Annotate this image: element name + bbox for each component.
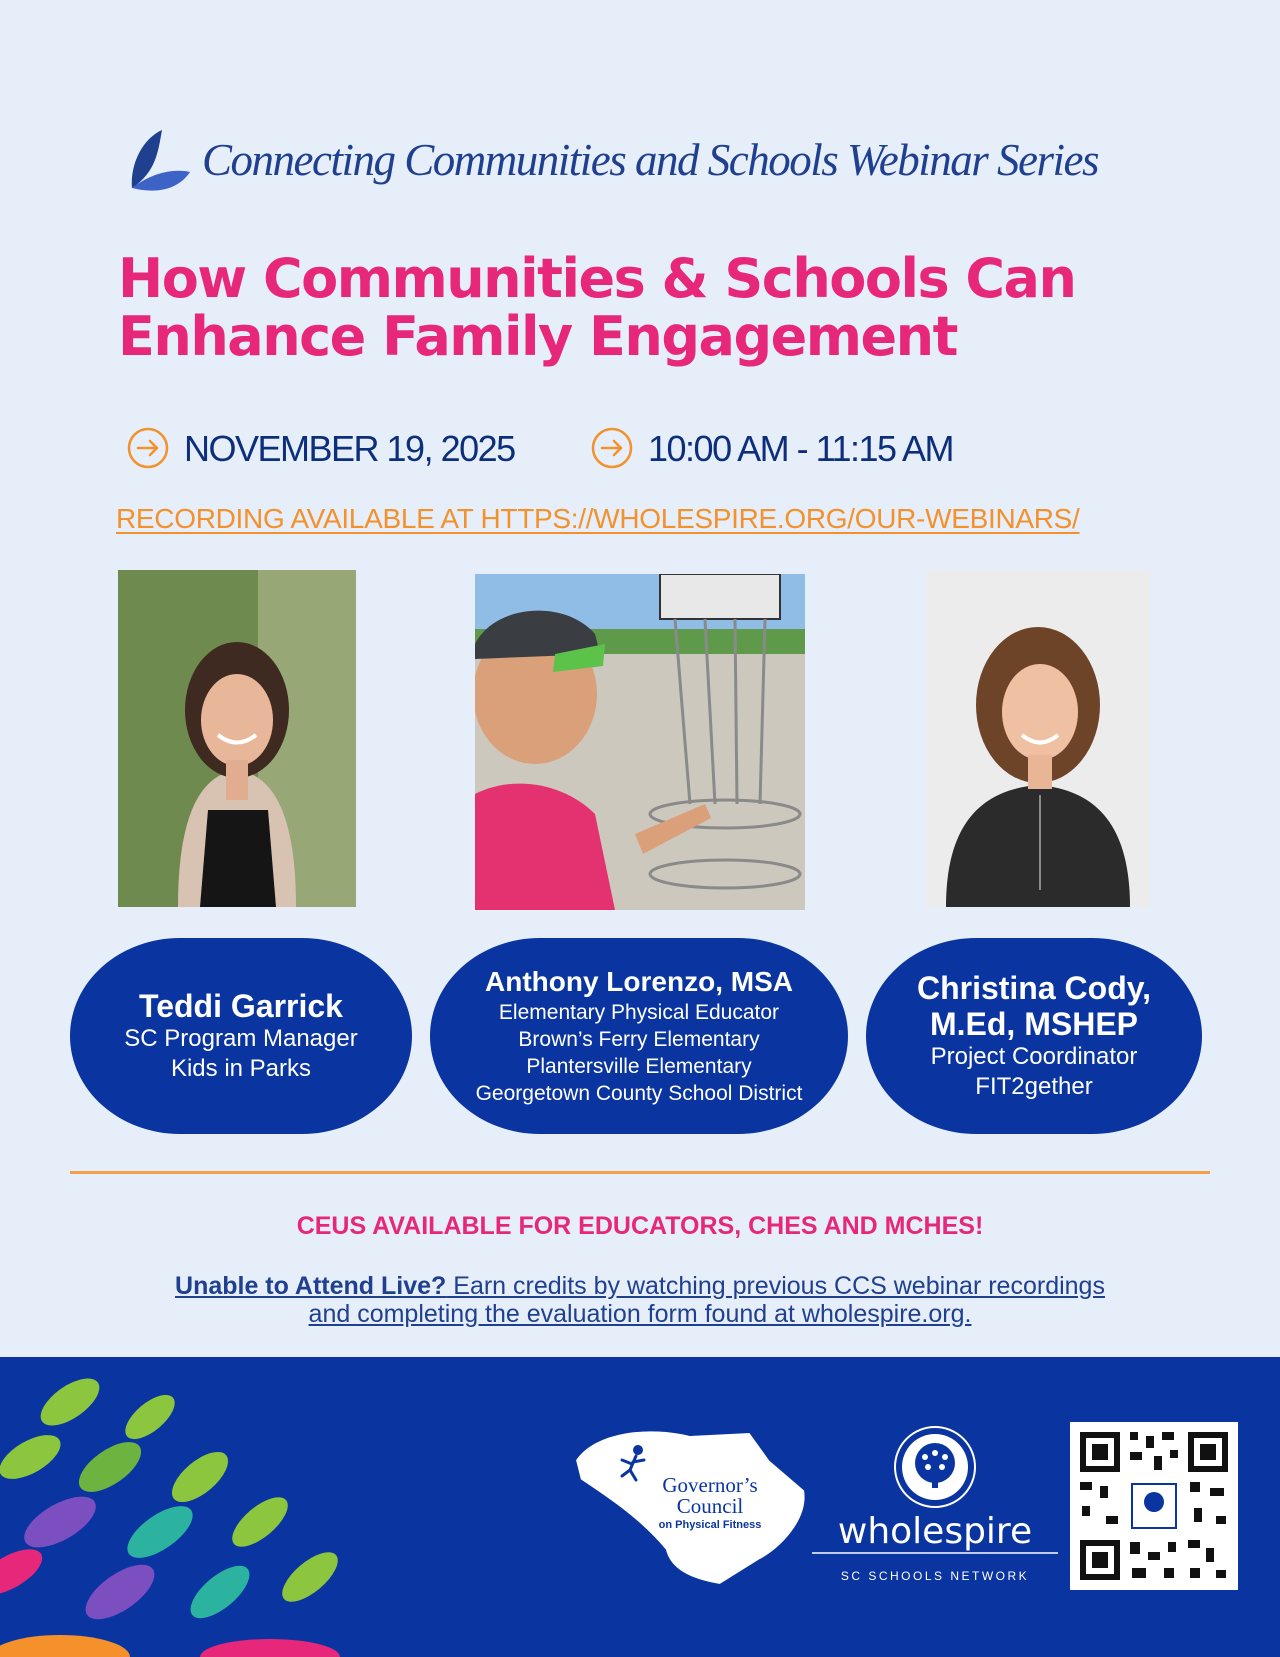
speaker-name: Anthony Lorenzo, MSA xyxy=(485,966,793,997)
speaker-organization: Kids in Parks xyxy=(170,1055,312,1082)
speaker-role: Elementary Physical Educator xyxy=(498,1001,780,1024)
speaker-card-christina xyxy=(866,938,1202,1134)
speaker-credentials: M.Ed, MSHEP xyxy=(929,1006,1138,1042)
series-title: Connecting Communities and Schools Webinar Series xyxy=(202,135,1099,185)
speaker-role: Project Coordinator xyxy=(930,1043,1138,1070)
gov-logo-line-2: Council xyxy=(676,1494,744,1518)
arrow-circle-icon xyxy=(590,426,634,470)
governors-council-logo xyxy=(570,1420,820,1590)
wholespire-wordmark: wholespire xyxy=(837,1511,1033,1552)
speaker-name: Teddi Garrick xyxy=(139,988,343,1024)
gov-logo-line-3: on Physical Fitness xyxy=(658,1519,762,1531)
attend-line-1[interactable]: Earn credits by watching previous CCS webinar recordings xyxy=(446,1272,1105,1300)
event-date: NOVEMBER 19, 2025 xyxy=(184,428,515,469)
speaker-school: Brown’s Ferry Elementary xyxy=(518,1028,760,1051)
attend-notice[interactable] xyxy=(0,1272,1280,1328)
speaker-school: Plantersville Elementary xyxy=(526,1055,752,1078)
speaker-role: SC Program Manager xyxy=(124,1025,358,1052)
speaker-card-teddi xyxy=(70,938,412,1134)
divider xyxy=(70,1171,1210,1174)
speaker-photo-anthony xyxy=(475,574,805,910)
attend-question[interactable]: Unable to Attend Live? xyxy=(175,1272,447,1300)
page-title: How Communities & Schools Can Enhance Family Engagement xyxy=(118,247,1076,368)
qr-code[interactable] xyxy=(1070,1422,1238,1590)
arrow-circle-icon xyxy=(126,426,170,470)
attend-line-2[interactable]: and completing the evaluation form found at wholespire.org. xyxy=(308,1300,972,1328)
ceus-notice: CEUS AVAILABLE FOR EDUCATORS, CHES AND MCHES! xyxy=(296,1212,984,1240)
leaves-decoration-icon xyxy=(0,1357,360,1657)
wholespire-logo xyxy=(810,1425,1060,1595)
event-time: 10:00 AM - 11:15 AM xyxy=(648,428,954,469)
recording-link[interactable]: RECORDING AVAILABLE AT HTTPS://WHOLESPIRE.ORG/OUR-WEBINARS/ xyxy=(116,503,1080,534)
speaker-district: Georgetown County School District xyxy=(475,1082,803,1105)
speaker-photo-christina xyxy=(926,570,1150,907)
wholespire-tagline: SC SCHOOLS NETWORK xyxy=(840,1569,1030,1583)
speaker-photo-teddi xyxy=(118,570,356,907)
speaker-name: Christina Cody, xyxy=(916,970,1152,1006)
speaker-card-anthony xyxy=(430,938,848,1134)
gov-logo-line-1: Governor’s xyxy=(662,1473,758,1497)
series-leaf-logo-icon xyxy=(126,128,194,196)
speaker-organization: FIT2gether xyxy=(975,1073,1093,1100)
